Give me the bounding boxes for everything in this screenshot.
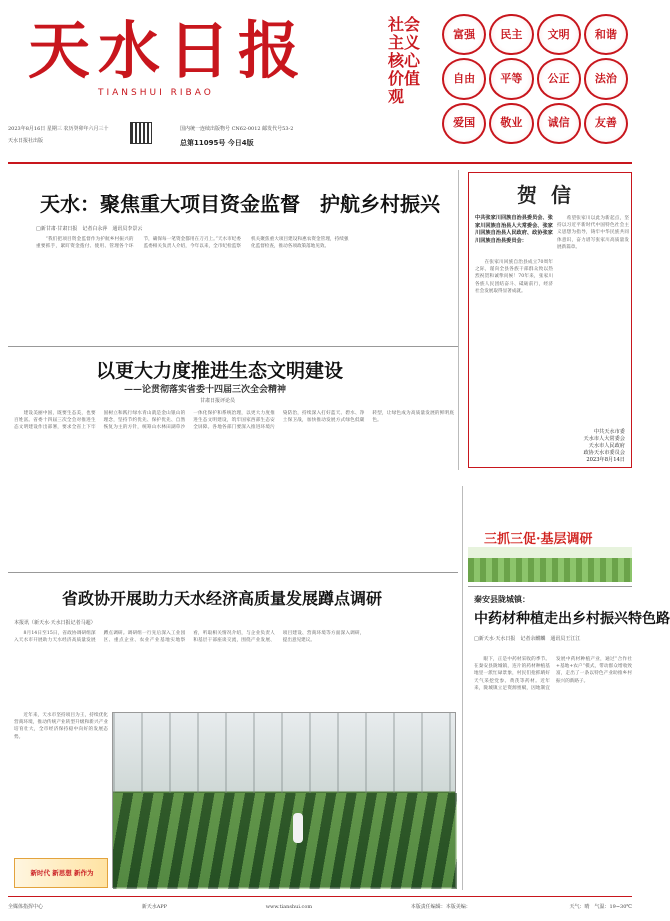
masthead-cn-line: 国内统一连续出版物号 CN62-0012 邮发代号53-2 <box>180 126 294 132</box>
promo-box <box>14 858 108 888</box>
value-6: 平等 <box>489 58 533 99</box>
article-1-body: “我们把项目资金监督作为护航乡村振兴的重要抓手，紧盯资金拨付、使用、管理各个环节，确保每一笔资金都用在刀刃上。”天水市纪委监委相关负责人介绍，今年以来，全市纪检监察机关聚焦重大项目建设和惠农资金管理，持续强化监督检查，推动各项政策落地见效。 <box>36 237 349 250</box>
headline-1: 天水：聚焦重大项目资金监督 护航乡村振兴 <box>40 192 440 216</box>
footer <box>8 900 632 914</box>
values-grid <box>442 14 628 144</box>
value-11: 诚信 <box>537 103 581 144</box>
value-9: 爱国 <box>442 103 486 144</box>
value-1: 富强 <box>442 14 486 55</box>
greeting-date: 2023年8月14日 <box>586 457 625 463</box>
section-right-kicker: 秦安县陇城镇： <box>474 594 530 604</box>
masthead-date-line: 2023年8月16日 星期三 农历癸卯年六月三十 <box>8 126 109 132</box>
article-3-side: 近年来，天水市坚持项目为王，持续优化营商环境，推动传统产业转型升级和新兴产业培育壮大，全市经济保持稳中向好的发展态势。 <box>14 713 108 740</box>
banner-title: 三抓三促·基层调研 <box>484 532 593 547</box>
values-title: 社会主义核心价值观 <box>388 15 421 106</box>
value-8: 法治 <box>584 58 628 99</box>
signer-4: 政协天水市委员会 <box>583 450 625 456</box>
footer-item-4: 本版责任编辑：本版美编： <box>410 903 471 910</box>
banner-illustration <box>468 524 632 582</box>
article-right-body: 眼下，正是中药材采收的季节。在秦安县陇城镇，连片的药材种植基地里一派忙碌景象，村民们抢抓晴好天气采挖党参、黄芪等药材。近年来，陇城镇立足资源禀赋，因地制宜发展中药材种植产业，通过“合作社+基地+农户”模式，带动群众增收致富，走出了一条以特色产业助推乡村振兴的新路子。 <box>474 657 632 691</box>
value-7: 公正 <box>537 58 581 99</box>
value-3: 文明 <box>537 14 581 55</box>
greeting-body-2: 希望张家川以此为新起点，坚持以习近平新时代中国特色社会主义思想为指导，铸牢中华民族共同体意识，奋力谱写张家川高质量发展新篇章。 <box>557 216 629 250</box>
masthead-pinyin: TIANSHUI RIBAO <box>98 88 214 98</box>
greeting-intro: 中共张家川回族自治县委员会、张家川回族自治县人大常委会、张家川回族自治县人民政府、政协张家川回族自治县委员会： <box>475 215 553 244</box>
greeting-title: 贺信 <box>517 183 585 207</box>
byline-1: □新甘肃·甘肃日报 记者白永萍 通讯员李景云 <box>36 226 143 232</box>
article-3-body: 8月14日至15日，省政协调研组深入天水市开展助力天水经济高质量发展蹲点调研。调研组一行先后深入工业园区、重点企业、农业产业基地实地察看，听取相关情况介绍，与企业负责人和基层干部座谈交流，围绕产业发展、项目建设、营商环境等方面深入调研，提出意见建议。 <box>14 631 365 644</box>
masthead <box>8 8 632 160</box>
footer-item-1: 全媒体指挥中心 <box>8 903 44 910</box>
masthead-title: 天水日报 <box>28 14 309 87</box>
footer-item-5: 天气：晴 气温：19~30℃ <box>569 903 632 910</box>
greeting-signers <box>583 429 625 464</box>
masthead-sub-line: 天水日报社出版 <box>8 138 44 144</box>
greeting-box <box>468 172 632 468</box>
signer-2: 天水市人大常委会 <box>583 436 625 442</box>
value-10: 敬业 <box>489 103 533 144</box>
value-12: 友善 <box>584 103 628 144</box>
headline-2: 以更大力度推进生态文明建设 <box>96 360 344 382</box>
footer-item-3: www.tianshui.com <box>265 903 313 910</box>
footer-item-2: 新天水APP <box>141 903 168 910</box>
signer-3: 天水市人民政府 <box>588 443 625 449</box>
signer-1: 中共天水市委 <box>593 429 625 435</box>
qr-code-icon <box>130 122 152 144</box>
headline-3: 省政协开展助力天水经济高质量发展蹲点调研 <box>62 589 383 608</box>
value-4: 和谐 <box>584 14 628 55</box>
promo-caption: 新时代 新思想 新作为 <box>30 869 94 877</box>
greeting-body: 在张家川回族自治县成立70周年之际，谨向全县各族干部群众致以热烈祝贺和诚挚问候！70年来，张家川各族人民团结奋斗、砥砺前行，经济社会发展取得显著成就。 <box>475 260 553 294</box>
headline-2-source: 甘肃日报评论员 <box>200 398 236 404</box>
value-5: 自由 <box>442 58 486 99</box>
greenhouse-photo <box>112 712 456 888</box>
byline-3: 本报讯（新天水·天水日报记者马超） <box>14 620 96 626</box>
article-2-body: 建设美丽中国，既要生态美，也要百姓富。省委十四届三次全会对推进生态文明建设作出部署，要求全省上下牢固树立和践行绿水青山就是金山银山的理念，坚持节约优先、保护优先、自然恢复为主的方针，统筹山水林田湖草沙一体化保护和系统治理，以更大力度推进生态文明建设，筑牢国家西部生态安全屏障。各地各部门要深入推进环境污染防治，持续深入打好蓝天、碧水、净土保卫战，加快推动发展方式绿色低碳转型，让绿色成为高质量发展的鲜明底色。 <box>14 411 454 431</box>
section-right-title: 中药材种植走出乡村振兴特色路 <box>474 611 670 627</box>
headline-2-sub: ——论贯彻落实省委十四届三次全会精神 <box>124 385 287 395</box>
value-2: 民主 <box>489 14 533 55</box>
masthead-issue-line: 总第11095号 今日4版 <box>180 139 254 147</box>
section-right-byline: □新天水·天水日报 记者余麒麟 通讯员王江江 <box>474 636 581 642</box>
